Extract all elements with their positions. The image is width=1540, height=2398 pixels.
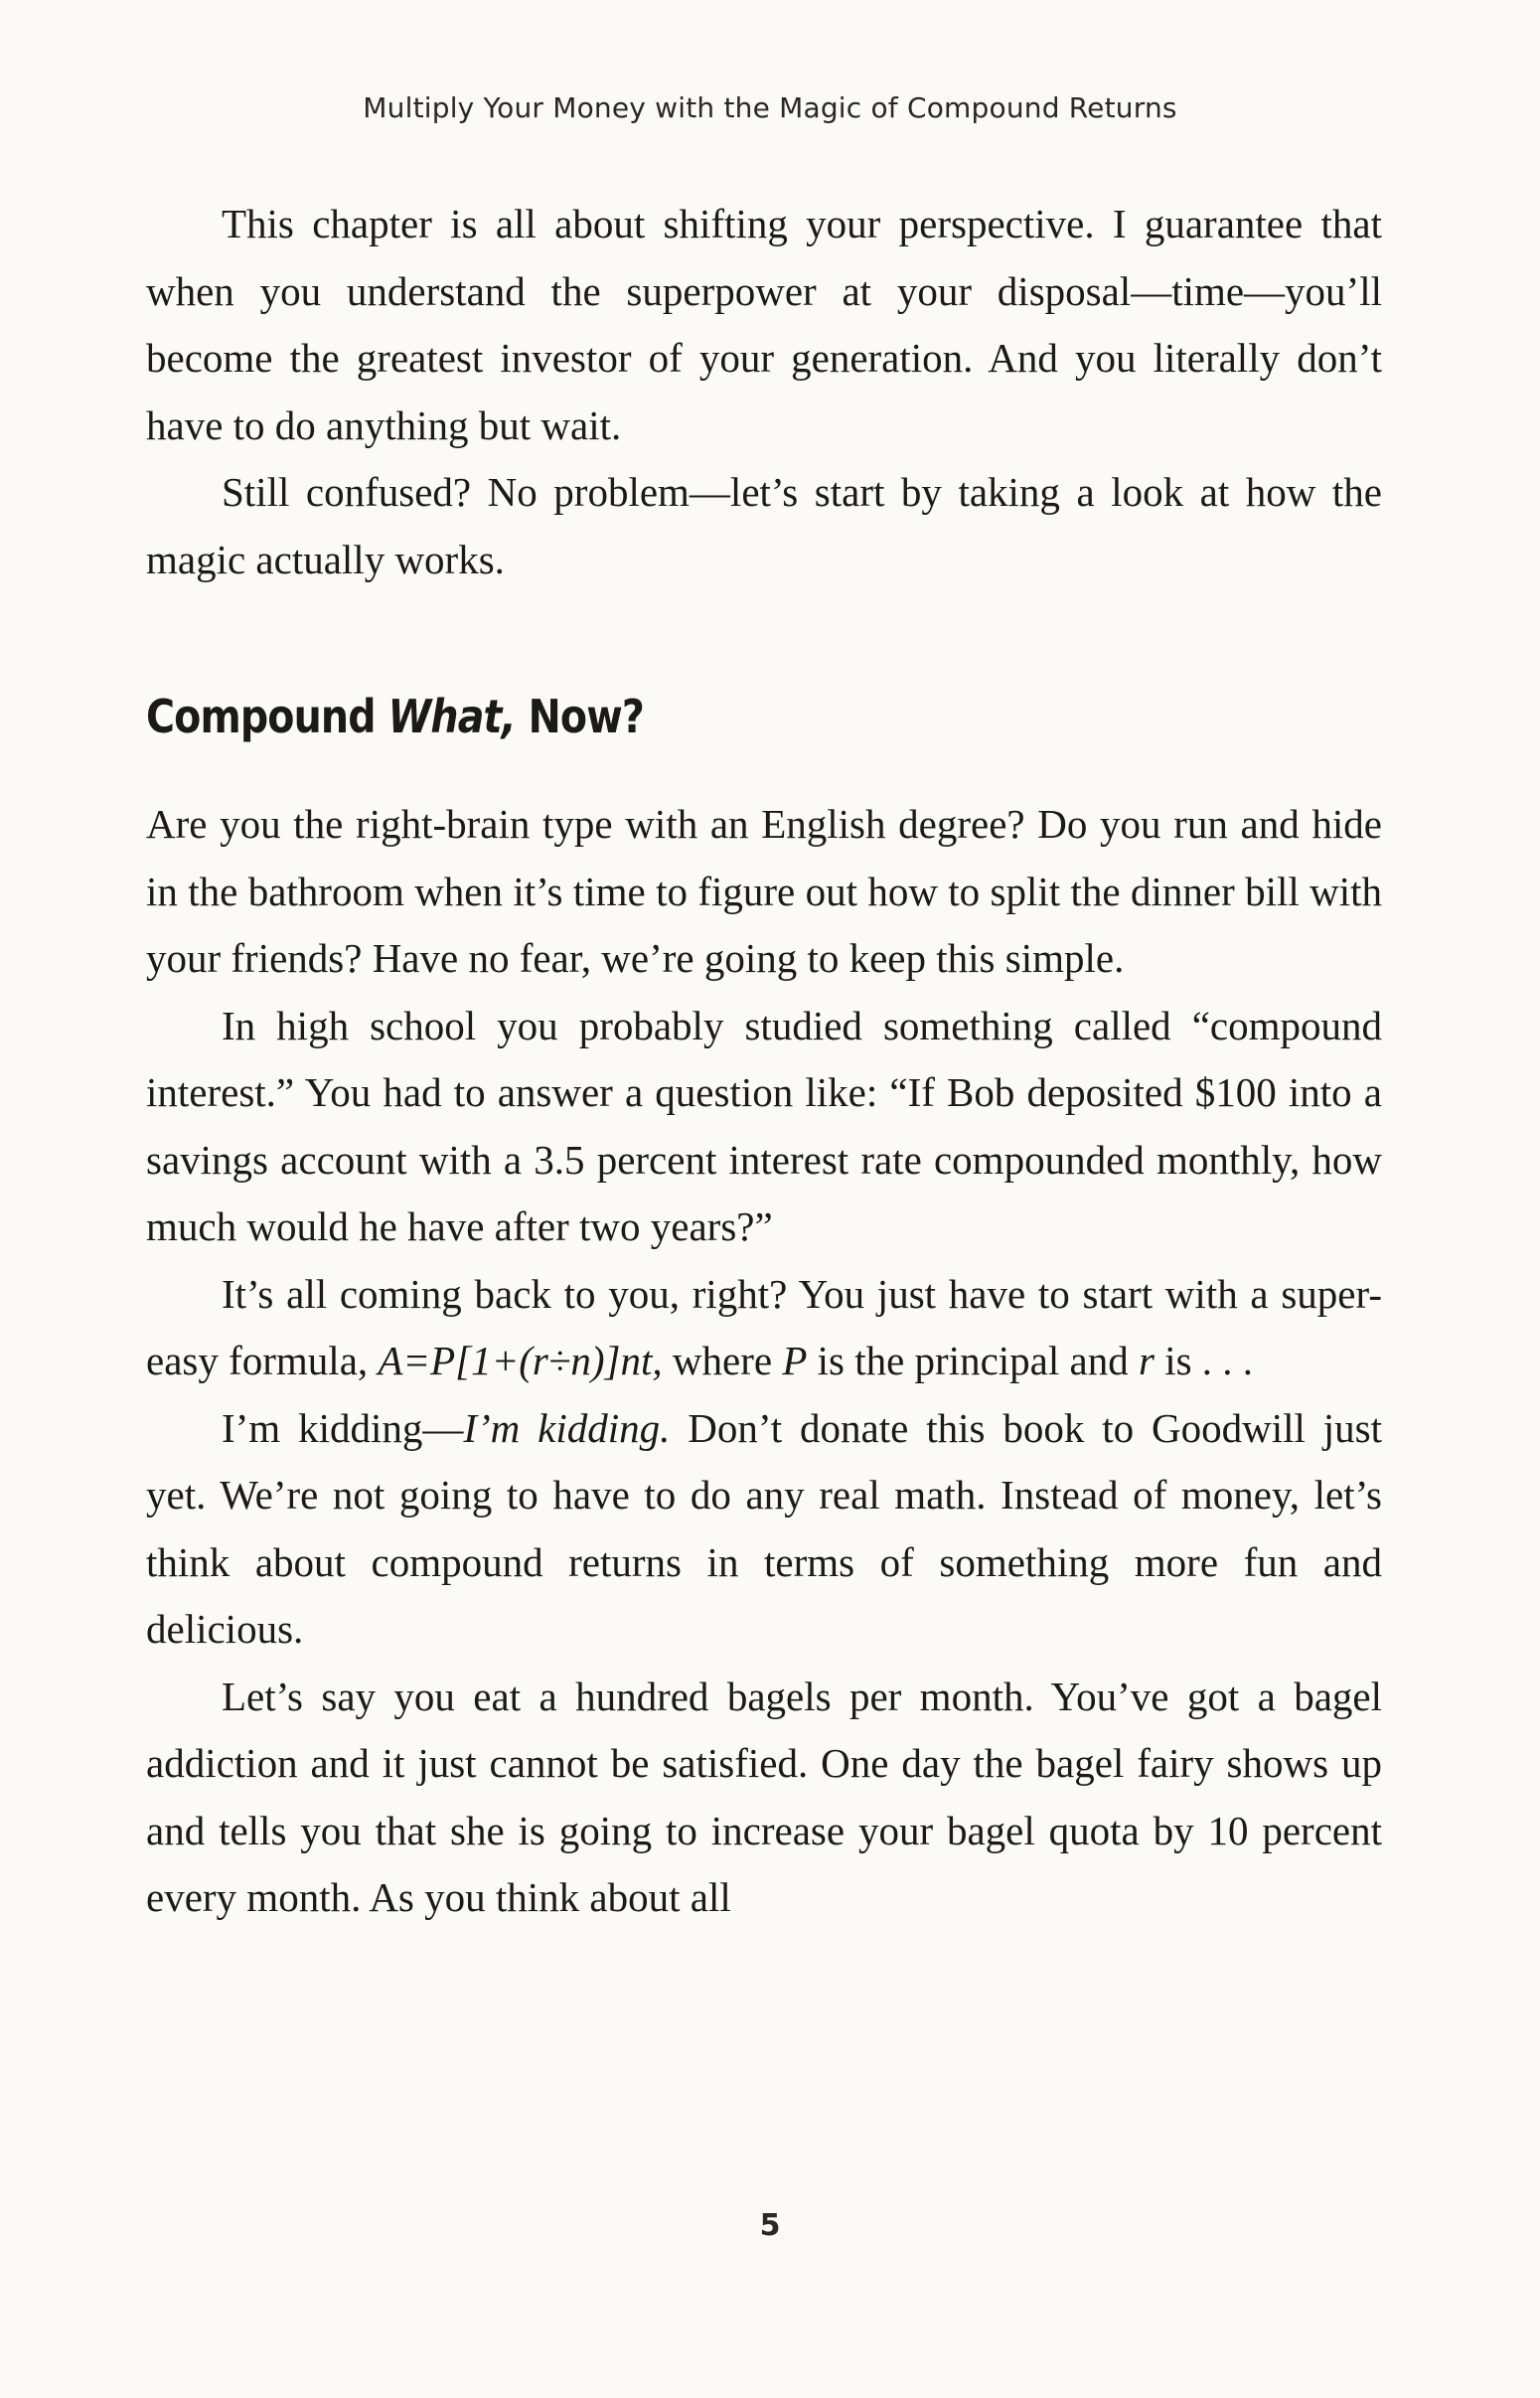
section-text-block [146, 791, 1382, 1932]
intro-text-block [146, 191, 1382, 593]
text-run: is the principal and [807, 1338, 1139, 1383]
paragraph: Are you the right-brain type with an English degree? Do you run and hide in the bathroom when it’s time to figure out how to split the dinner bill with your friends? Have no fear, we’re going to keep this simple. [146, 801, 1382, 981]
text-run: is . . . [1154, 1338, 1254, 1383]
running-head: Multiply Your Money with the Magic of Compound Returns [363, 91, 1177, 124]
variable-p: P [782, 1338, 808, 1383]
paragraph: Let’s say you eat a hundred bagels per month. You’ve got a bagel addiction and it just cannot be satisfied. One day the bagel fairy shows up and tells you that she is going to increase your bagel quota by 10 percent every month. As you think about all [146, 1673, 1382, 1920]
text-run: Don’t donate this book to Goodwill just yet. We’re not going to have to do any real math. Instead of money, let’s think about compound returns in terms of something more fun and delicious. [146, 1404, 1382, 1652]
section-heading-italic: What, [387, 690, 516, 743]
paragraph [146, 1395, 1382, 1664]
emphasis: I’m kidding. [463, 1404, 671, 1451]
text-run: It’s all coming back to you, right? You just have to start with a super-easy formula, [146, 1270, 1382, 1383]
page-number: 5 [759, 2208, 781, 2243]
text-run: I’m kidding— [222, 1404, 464, 1451]
section-heading-part: Compound [146, 690, 388, 743]
paragraph: Still confused? No problem—let’s start by taking a look at how the magic actually works. [146, 469, 1382, 582]
section-heading [146, 690, 644, 743]
text-run: where [662, 1338, 783, 1383]
paragraph: This chapter is all about shifting your perspective. I guarantee that when you understand the superpower at your disposal—time—you’ll become the greatest investor of your generation. And you literally don’t have to do anything but wait. [146, 201, 1382, 448]
section-heading-part: Now? [515, 690, 645, 743]
variable-r: r [1138, 1338, 1155, 1383]
paragraph [146, 1261, 1382, 1395]
paragraph: In high school you probably studied something called “compound interest.” You had to answer a question like: “If Bob deposited $100 into a savings account with a 3.5 percent interest rate compounded monthly, how much would he have after two years?” [146, 1002, 1382, 1249]
compound-interest-formula: A=P[1+(r÷n)]nt, [378, 1338, 663, 1383]
